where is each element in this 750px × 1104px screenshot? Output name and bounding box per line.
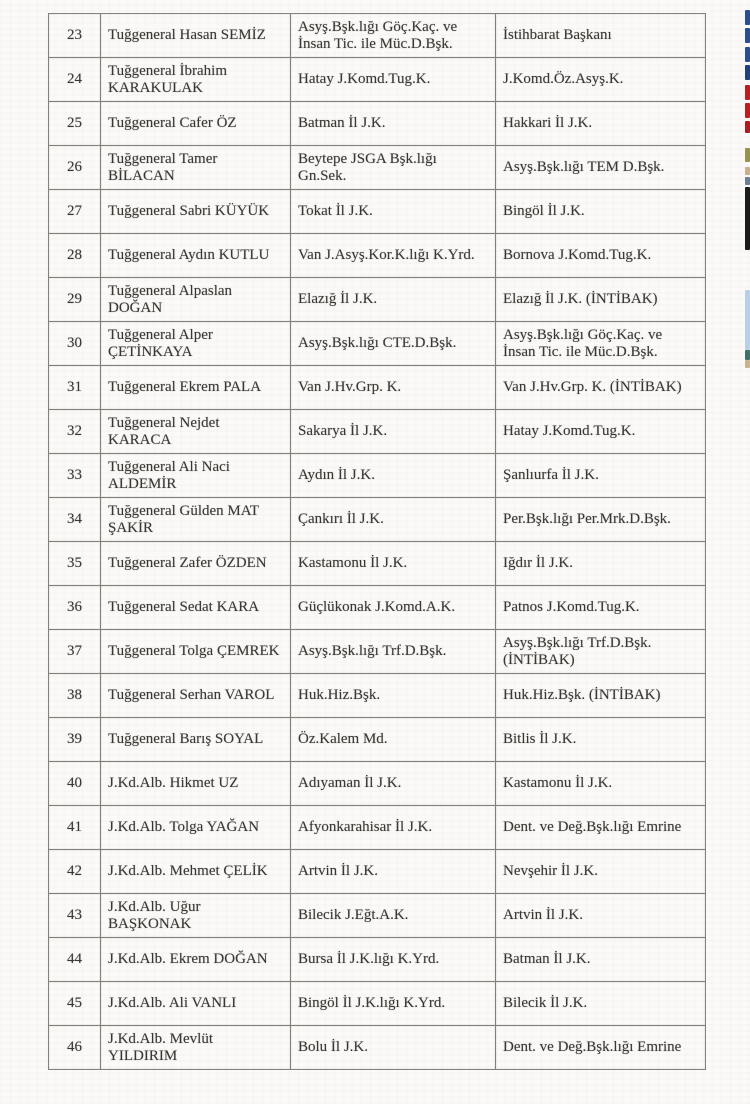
blue-sliver-2-icon	[745, 28, 750, 43]
red-sliver-2-icon	[745, 103, 750, 118]
red-sliver-3-icon	[745, 121, 750, 133]
light-blue-sliver-icon	[745, 290, 750, 350]
row-number-cell: 42	[49, 850, 101, 894]
row-number-cell: 31	[49, 366, 101, 410]
officer-name-cell: Tuğgeneral Nejdet KARACA	[101, 410, 291, 454]
row-number-cell: 29	[49, 278, 101, 322]
previous-duty-cell: Afyonkarahisar İl J.K.	[291, 806, 496, 850]
row-number-cell: 25	[49, 102, 101, 146]
officer-name-cell: J.Kd.Alb. Tolga YAĞAN	[101, 806, 291, 850]
table-row	[49, 982, 706, 1026]
table-row	[49, 762, 706, 806]
row-number-cell: 24	[49, 58, 101, 102]
table-row	[49, 674, 706, 718]
slate-sliver-icon	[745, 177, 750, 185]
row-number-cell: 32	[49, 410, 101, 454]
table-row	[49, 542, 706, 586]
black-sliver-icon	[745, 187, 750, 250]
new-duty-cell: Asyş.Bşk.lığı TEM D.Bşk.	[496, 146, 706, 190]
table-row	[49, 410, 706, 454]
table-row	[49, 806, 706, 850]
blue-sliver-4-icon	[745, 65, 750, 80]
olive-sliver-icon	[745, 148, 750, 162]
new-duty-cell: Per.Bşk.lığı Per.Mrk.D.Bşk.	[496, 498, 706, 542]
table-row	[49, 190, 706, 234]
new-duty-cell: Dent. ve Değ.Bşk.lığı Emrine	[496, 806, 706, 850]
previous-duty-cell: Van J.Hv.Grp. K.	[291, 366, 496, 410]
table-row	[49, 322, 706, 366]
new-duty-cell: Elazığ İl J.K. (İNTİBAK)	[496, 278, 706, 322]
table-row	[49, 146, 706, 190]
table-row	[49, 234, 706, 278]
officer-name-cell: Tuğgeneral Gülden MAT ŞAKİR	[101, 498, 291, 542]
row-number-cell: 38	[49, 674, 101, 718]
previous-duty-cell: Bursa İl J.K.lığı K.Yrd.	[291, 938, 496, 982]
new-duty-cell: Bingöl İl J.K.	[496, 190, 706, 234]
previous-duty-cell: Artvin İl J.K.	[291, 850, 496, 894]
row-number-cell: 23	[49, 14, 101, 58]
blue-sliver-3-icon	[745, 47, 750, 62]
new-duty-cell: Bilecik İl J.K.	[496, 982, 706, 1026]
new-duty-cell: Kastamonu İl J.K.	[496, 762, 706, 806]
new-duty-cell: Batman İl J.K.	[496, 938, 706, 982]
previous-duty-cell: Asyş.Bşk.lığı CTE.D.Bşk.	[291, 322, 496, 366]
row-number-cell: 28	[49, 234, 101, 278]
table-row	[49, 366, 706, 410]
table-row	[49, 850, 706, 894]
previous-duty-cell: Kastamonu İl J.K.	[291, 542, 496, 586]
table-row	[49, 718, 706, 762]
new-duty-cell: J.Komd.Öz.Asyş.K.	[496, 58, 706, 102]
blue-sliver-1-icon	[745, 10, 750, 25]
row-number-cell: 36	[49, 586, 101, 630]
officer-name-cell: Tuğgeneral Tolga ÇEMREK	[101, 630, 291, 674]
officer-name-cell: J.Kd.Alb. Mevlüt YILDIRIM	[101, 1026, 291, 1070]
officer-name-cell: Tuğgeneral Ekrem PALA	[101, 366, 291, 410]
previous-duty-cell: Elazığ İl J.K.	[291, 278, 496, 322]
officer-name-cell: Tuğgeneral Alpaslan DOĞAN	[101, 278, 291, 322]
table-row	[49, 14, 706, 58]
officer-name-cell: Tuğgeneral Alper ÇETİNKAYA	[101, 322, 291, 366]
previous-duty-cell: Bingöl İl J.K.lığı K.Yrd.	[291, 982, 496, 1026]
table-row	[49, 102, 706, 146]
row-number-cell: 46	[49, 1026, 101, 1070]
new-duty-cell: Dent. ve Değ.Bşk.lığı Emrine	[496, 1026, 706, 1070]
tan-sliver-1-icon	[745, 167, 750, 175]
row-number-cell: 27	[49, 190, 101, 234]
new-duty-cell: Van J.Hv.Grp. K. (İNTİBAK)	[496, 366, 706, 410]
previous-duty-cell: Batman İl J.K.	[291, 102, 496, 146]
row-number-cell: 40	[49, 762, 101, 806]
previous-duty-cell: Beytepe JSGA Bşk.lığı Gn.Sek.	[291, 146, 496, 190]
officer-name-cell: Tuğgeneral Tamer BİLACAN	[101, 146, 291, 190]
officer-name-cell: Tuğgeneral Sabri KÜYÜK	[101, 190, 291, 234]
officer-name-cell: J.Kd.Alb. Hikmet UZ	[101, 762, 291, 806]
previous-duty-cell: Hatay J.Komd.Tug.K.	[291, 58, 496, 102]
new-duty-cell: İstihbarat Başkanı	[496, 14, 706, 58]
officer-name-cell: Tuğgeneral Aydın KUTLU	[101, 234, 291, 278]
previous-duty-cell: Adıyaman İl J.K.	[291, 762, 496, 806]
row-number-cell: 45	[49, 982, 101, 1026]
row-number-cell: 35	[49, 542, 101, 586]
row-number-cell: 41	[49, 806, 101, 850]
new-duty-cell: Patnos J.Komd.Tug.K.	[496, 586, 706, 630]
teal-sliver-icon	[745, 350, 750, 360]
table-row	[49, 894, 706, 938]
previous-duty-cell: Asyş.Bşk.lığı Göç.Kaç. ve İnsan Tic. ile Müc.D.Bşk.	[291, 14, 496, 58]
previous-duty-cell: Asyş.Bşk.lığı Trf.D.Bşk.	[291, 630, 496, 674]
new-duty-cell: Iğdır İl J.K.	[496, 542, 706, 586]
new-duty-cell: Bitlis İl J.K.	[496, 718, 706, 762]
previous-duty-cell: Van J.Asyş.Kor.K.lığı K.Yrd.	[291, 234, 496, 278]
new-duty-cell: Şanlıurfa İl J.K.	[496, 454, 706, 498]
previous-duty-cell: Öz.Kalem Md.	[291, 718, 496, 762]
row-number-cell: 37	[49, 630, 101, 674]
assignment-table-body	[49, 14, 706, 1070]
red-sliver-1-icon	[745, 85, 750, 100]
row-number-cell: 30	[49, 322, 101, 366]
new-duty-cell: Huk.Hiz.Bşk. (İNTİBAK)	[496, 674, 706, 718]
row-number-cell: 33	[49, 454, 101, 498]
officer-name-cell: J.Kd.Alb. Uğur BAŞKONAK	[101, 894, 291, 938]
table-row	[49, 58, 706, 102]
officer-name-cell: Tuğgeneral Barış SOYAL	[101, 718, 291, 762]
table-row	[49, 454, 706, 498]
table-row	[49, 586, 706, 630]
page-edge-thumbnail-slivers	[744, 0, 750, 1104]
previous-duty-cell: Sakarya İl J.K.	[291, 410, 496, 454]
table-row	[49, 1026, 706, 1070]
new-duty-cell: Hakkari İl J.K.	[496, 102, 706, 146]
previous-duty-cell: Aydın İl J.K.	[291, 454, 496, 498]
previous-duty-cell: Bilecik J.Eğt.A.K.	[291, 894, 496, 938]
officer-name-cell: Tuğgeneral İbrahim KARAKULAK	[101, 58, 291, 102]
tan-sliver-2-icon	[745, 360, 750, 368]
new-duty-cell: Nevşehir İl J.K.	[496, 850, 706, 894]
officer-name-cell: J.Kd.Alb. Ali VANLI	[101, 982, 291, 1026]
previous-duty-cell: Çankırı İl J.K.	[291, 498, 496, 542]
row-number-cell: 43	[49, 894, 101, 938]
table-row	[49, 278, 706, 322]
row-number-cell: 39	[49, 718, 101, 762]
new-duty-cell: Asyş.Bşk.lığı Trf.D.Bşk. (İNTİBAK)	[496, 630, 706, 674]
row-number-cell: 44	[49, 938, 101, 982]
assignment-table	[48, 13, 706, 1070]
table-row	[49, 938, 706, 982]
officer-name-cell: J.Kd.Alb. Ekrem DOĞAN	[101, 938, 291, 982]
officer-name-cell: Tuğgeneral Cafer ÖZ	[101, 102, 291, 146]
table-row	[49, 498, 706, 542]
row-number-cell: 26	[49, 146, 101, 190]
previous-duty-cell: Tokat İl J.K.	[291, 190, 496, 234]
officer-name-cell: Tuğgeneral Sedat KARA	[101, 586, 291, 630]
officer-name-cell: Tuğgeneral Hasan SEMİZ	[101, 14, 291, 58]
previous-duty-cell: Bolu İl J.K.	[291, 1026, 496, 1070]
new-duty-cell: Artvin İl J.K.	[496, 894, 706, 938]
new-duty-cell: Bornova J.Komd.Tug.K.	[496, 234, 706, 278]
table-row	[49, 630, 706, 674]
new-duty-cell: Asyş.Bşk.lığı Göç.Kaç. ve İnsan Tic. ile Müc.D.Bşk.	[496, 322, 706, 366]
previous-duty-cell: Güçlükonak J.Komd.A.K.	[291, 586, 496, 630]
officer-name-cell: Tuğgeneral Serhan VAROL	[101, 674, 291, 718]
officer-name-cell: Tuğgeneral Zafer ÖZDEN	[101, 542, 291, 586]
officer-name-cell: Tuğgeneral Ali Naci ALDEMİR	[101, 454, 291, 498]
row-number-cell: 34	[49, 498, 101, 542]
officer-name-cell: J.Kd.Alb. Mehmet ÇELİK	[101, 850, 291, 894]
previous-duty-cell: Huk.Hiz.Bşk.	[291, 674, 496, 718]
new-duty-cell: Hatay J.Komd.Tug.K.	[496, 410, 706, 454]
